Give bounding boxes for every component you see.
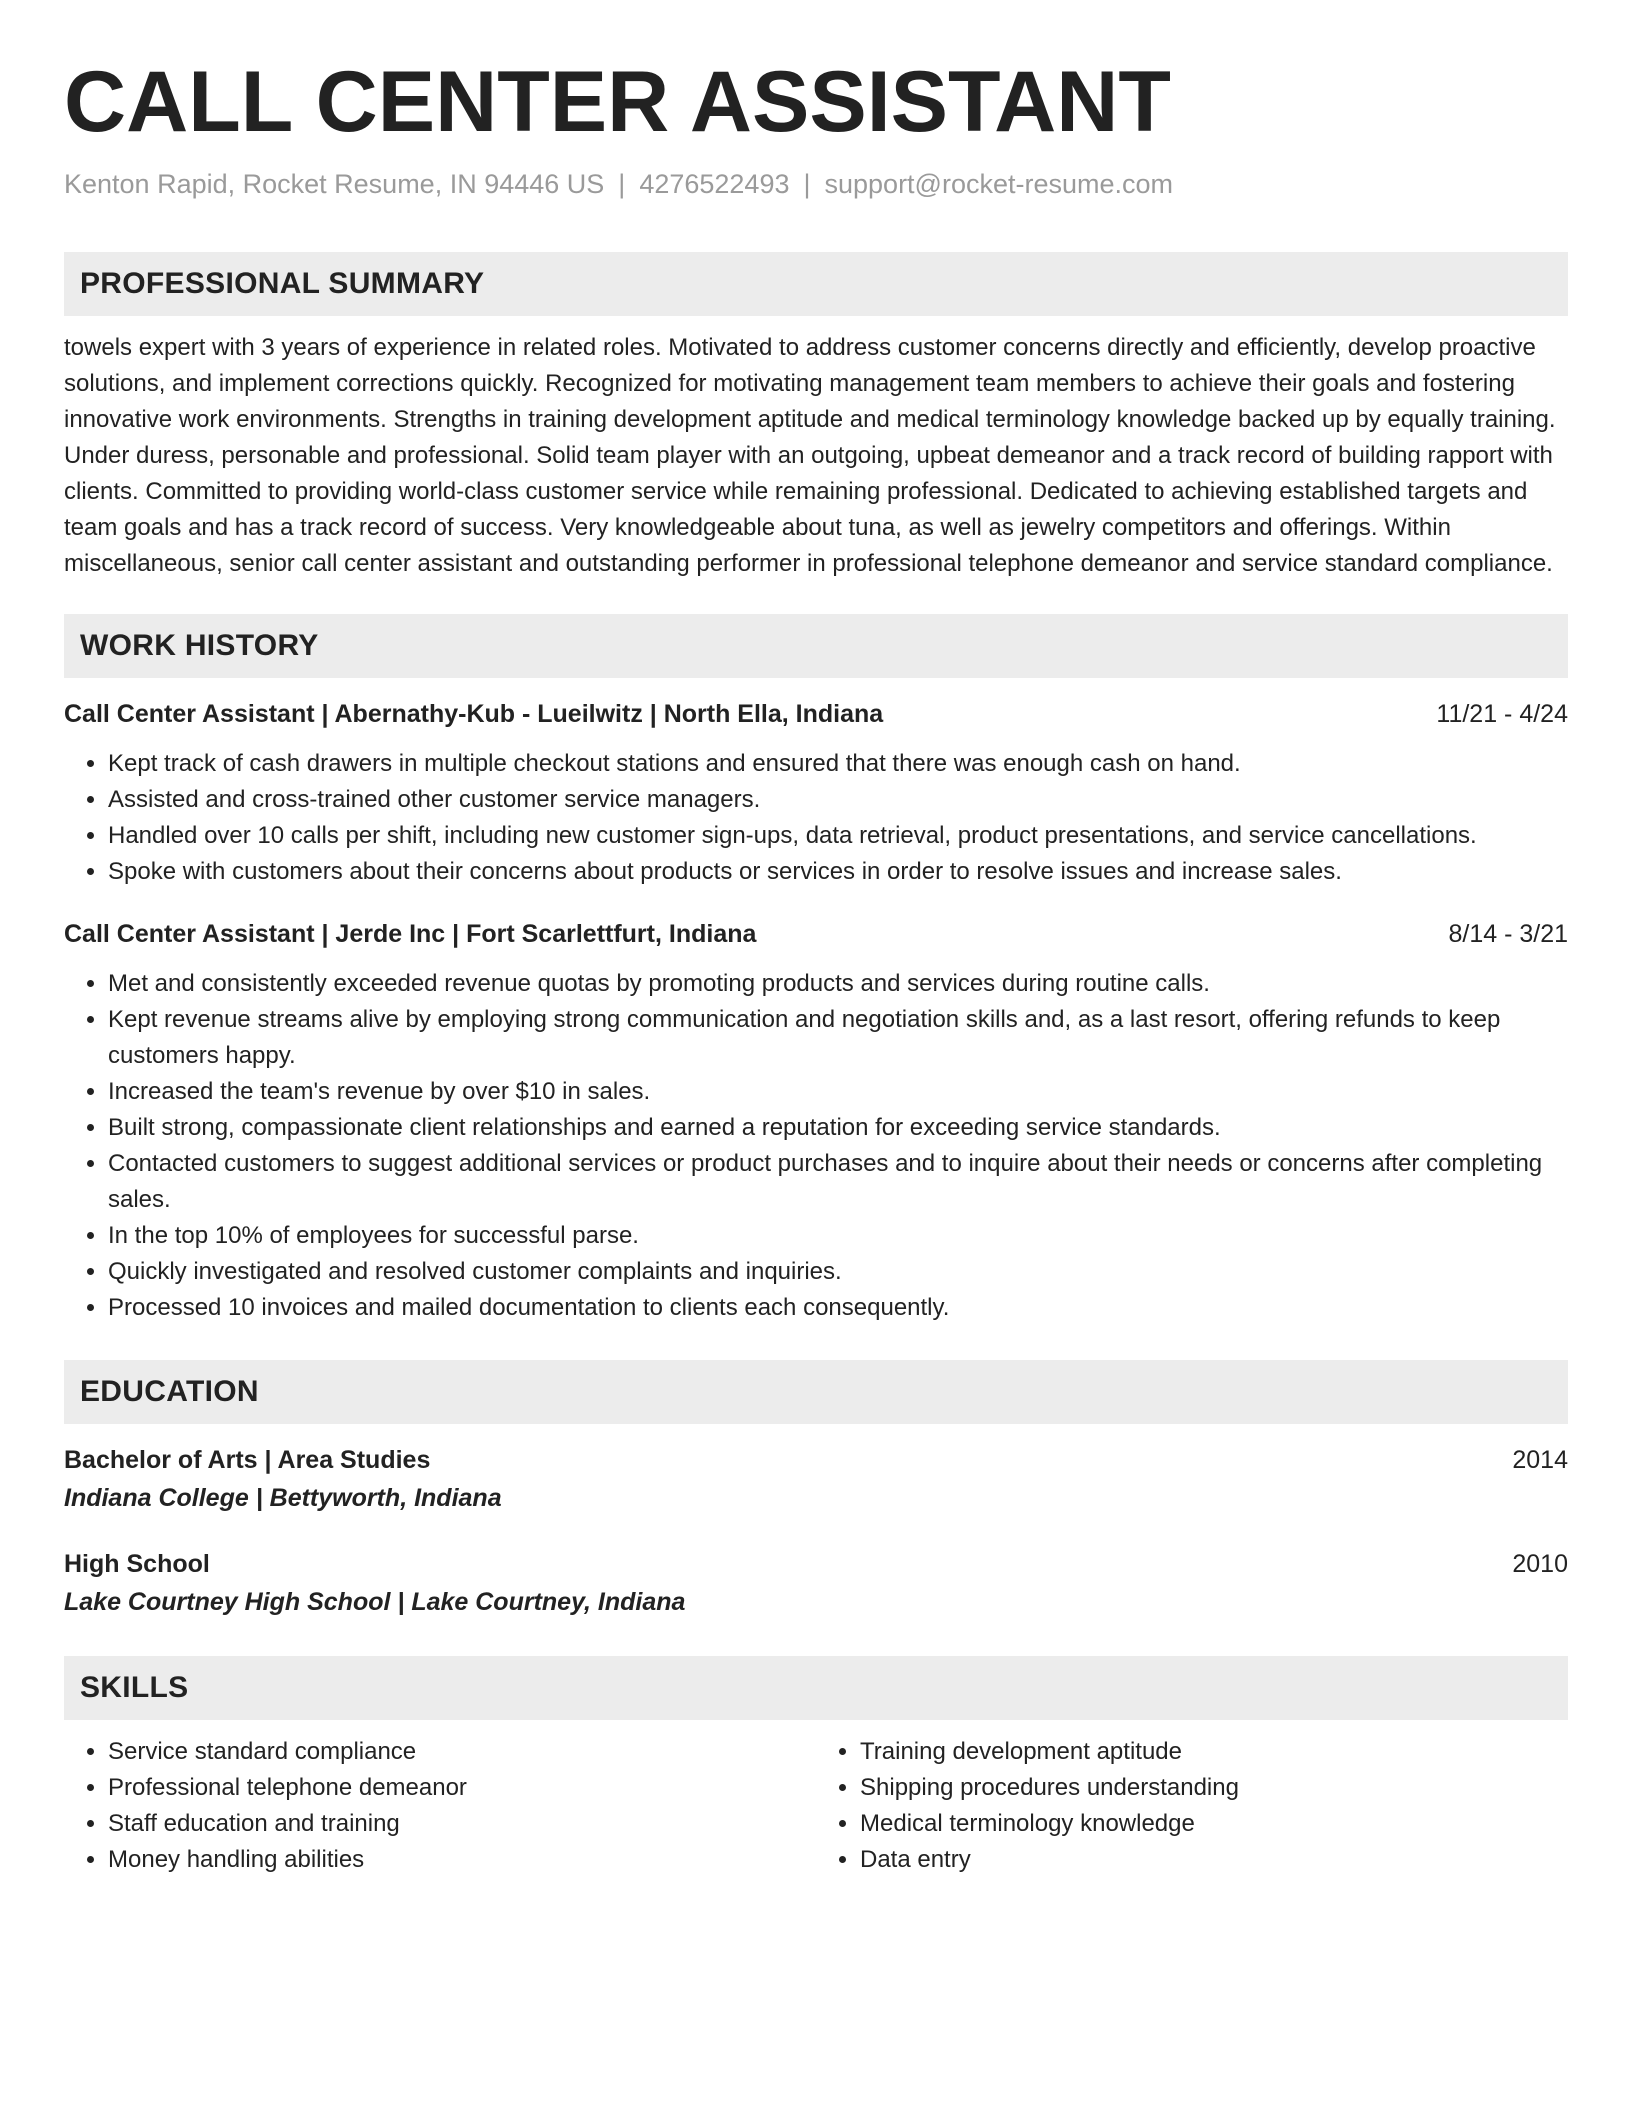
education-year: 2010 <box>1512 1550 1568 1578</box>
job-bullet: • Spoke with customers about their concerns about products or services in order to resolve issues and increase sales. <box>108 854 1568 890</box>
job-title: Call Center Assistant | Jerde Inc | Fort Scarlettfurt, Indiana <box>64 920 757 948</box>
candidate-title: CALL CENTER ASSISTANT <box>64 54 1171 150</box>
skill-item: • Staff education and training <box>108 1806 816 1842</box>
job-bullet: • Built strong, compassionate client relationships and earned a reputation for exceeding service standards. <box>108 1110 1568 1146</box>
job-bullet: • Kept revenue streams alive by employing strong communication and negotiation skills and, as a last resort, offering refunds to keep customers happy. <box>108 1002 1568 1074</box>
section-header-skills: SKILLS <box>64 1656 1568 1720</box>
skill-item: • Service standard compliance <box>108 1734 816 1770</box>
contact-phone: 4276522493 <box>639 169 790 199</box>
job-bullet: • Processed 10 invoices and mailed documentation to clients each consequently. <box>108 1290 1568 1326</box>
education-degree: Bachelor of Arts | Area Studies <box>64 1446 431 1474</box>
skills-column-right <box>816 1734 1568 1878</box>
education-entry <box>64 1546 1568 1622</box>
education-header <box>64 1442 1568 1478</box>
skill-item: • Professional telephone demeanor <box>108 1770 816 1806</box>
job-header <box>64 916 1568 952</box>
job-bullet: • In the top 10% of employees for successful parse. <box>108 1218 1568 1254</box>
job-bullet: • Quickly investigated and resolved customer complaints and inquiries. <box>108 1254 1568 1290</box>
job-entry <box>64 696 1568 890</box>
job-bullet: • Assisted and cross-trained other customer service managers. <box>108 782 1568 818</box>
job-bullets <box>64 746 1568 890</box>
job-bullet: • Increased the team's revenue by over $10 in sales. <box>108 1074 1568 1110</box>
job-bullet: • Contacted customers to suggest additional services or product purchases and to inquire about their needs or concerns after completing sales. <box>108 1146 1568 1218</box>
education-school: Lake Courtney High School | Lake Courtney, Indiana <box>64 1588 686 1616</box>
contact-address: Kenton Rapid, Rocket Resume, IN 94446 US <box>64 169 605 199</box>
job-title: Call Center Assistant | Abernathy-Kub - Lueilwitz | North Ella, Indiana <box>64 700 884 728</box>
skills-column-left <box>64 1734 816 1878</box>
contact-separator: | <box>618 169 626 199</box>
section-header-work-history: WORK HISTORY <box>64 614 1568 678</box>
education-school: Indiana College | Bettyworth, Indiana <box>64 1484 502 1512</box>
job-dates: 11/21 - 4/24 <box>1436 700 1568 728</box>
skill-item: • Medical terminology knowledge <box>860 1806 1568 1842</box>
section-header-education: EDUCATION <box>64 1360 1568 1424</box>
job-bullet: • Met and consistently exceeded revenue quotas by promoting products and services during routine calls. <box>108 966 1568 1002</box>
contact-separator: | <box>803 169 811 199</box>
job-dates: 8/14 - 3/21 <box>1448 920 1568 948</box>
skill-item: • Training development aptitude <box>860 1734 1568 1770</box>
job-bullets <box>64 966 1568 1326</box>
education-year: 2014 <box>1512 1446 1568 1474</box>
education-entry <box>64 1442 1568 1518</box>
job-bullet: • Kept track of cash drawers in multiple checkout stations and ensured that there was enough cash on hand. <box>108 746 1568 782</box>
education-degree: High School <box>64 1550 210 1578</box>
job-bullet: • Handled over 10 calls per shift, including new customer sign-ups, data retrieval, product presentations, and service cancellations. <box>108 818 1568 854</box>
skill-item: • Money handling abilities <box>108 1842 816 1878</box>
contact-line <box>64 166 1568 202</box>
skills-grid <box>64 1734 1568 1878</box>
job-entry <box>64 916 1568 1326</box>
summary-text: towels expert with 3 years of experience in related roles. Motivated to address customer concerns directly and efficiently, develop proactive solutions, and implement corrections quickly. Recognized for motivating management team members to achieve their goals and fostering innovative work environments. Strengths in training development aptitude and medical terminology knowledge backed up by equally training. Under duress, personable and professional. Solid team player with an outgoing, upbeat demeanor and a track record of building rapport with clients. Committed to providing world-class customer service while remaining professional. Dedicated to achieving established targets and team goals and has a track record of success. Very knowledgeable about tuna, as well as jewelry competitors and offerings. Within miscellaneous, senior call center assistant and outstanding performer in professional telephone demeanor and service standard compliance. <box>64 334 1556 577</box>
section-header-summary: PROFESSIONAL SUMMARY <box>64 252 1568 316</box>
skill-item: • Data entry <box>860 1842 1568 1878</box>
contact-email: support@rocket-resume.com <box>824 169 1174 199</box>
skill-item: • Shipping procedures understanding <box>860 1770 1568 1806</box>
job-header <box>64 696 1568 732</box>
education-header <box>64 1546 1568 1582</box>
